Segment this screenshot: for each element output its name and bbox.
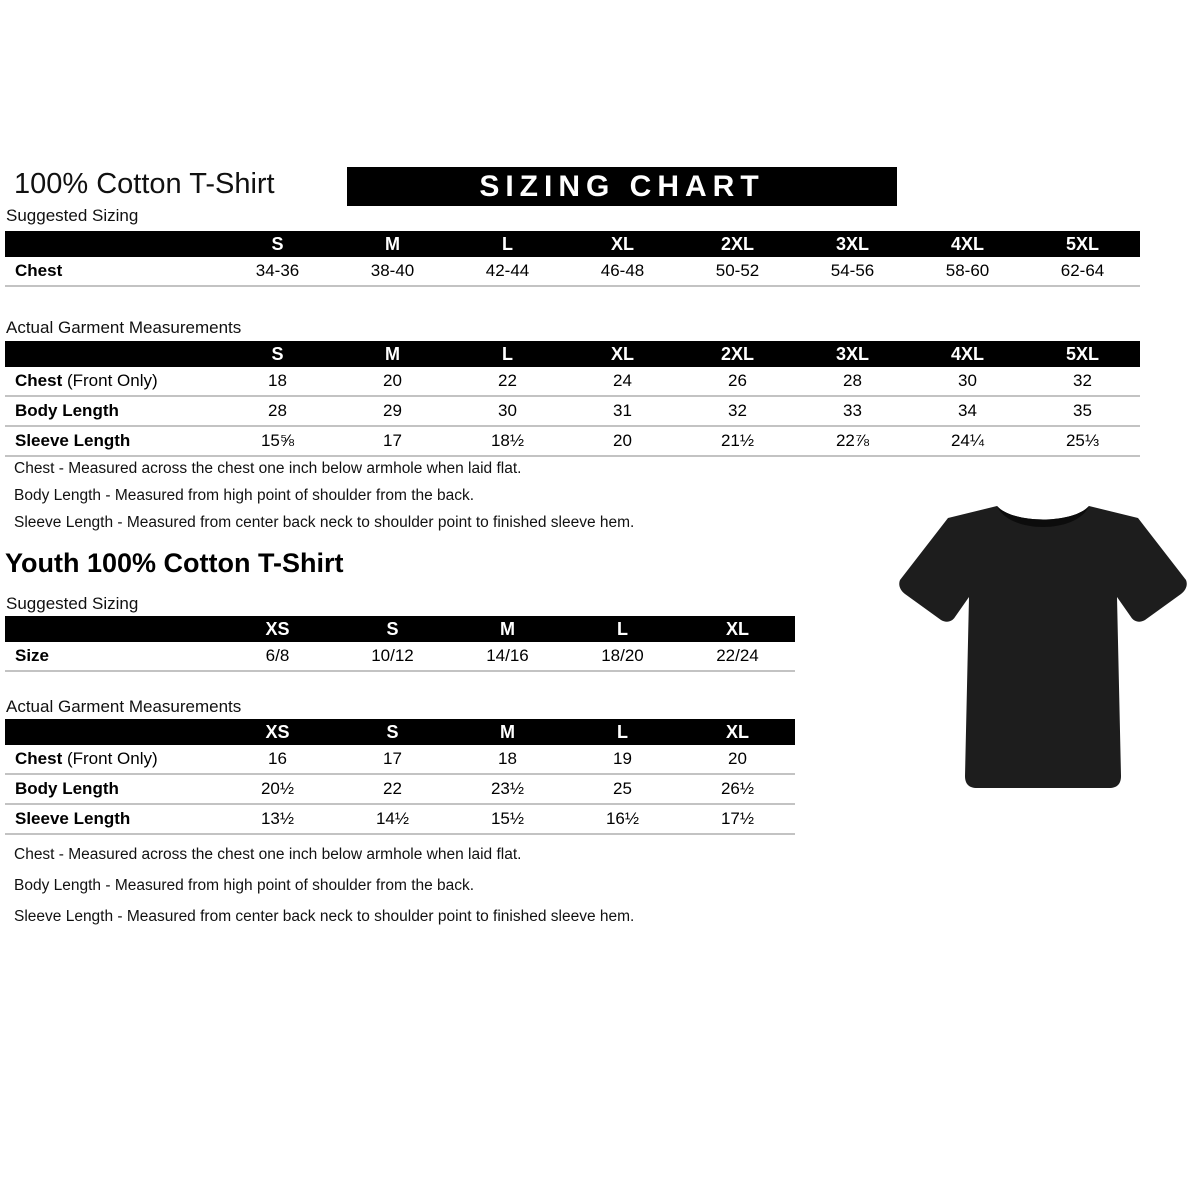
size-column-header: XS — [265, 721, 290, 742]
size-column-header: S — [386, 721, 399, 742]
table-row — [5, 805, 795, 835]
tshirt-image — [893, 478, 1193, 818]
size-column-header: L — [502, 233, 513, 254]
size-column-header: XL — [725, 618, 749, 639]
youth-actual-heading: Actual Garment Measurements — [6, 697, 242, 716]
measurement-cell: 22 — [498, 371, 517, 390]
size-column-header: L — [617, 721, 628, 742]
size-column-header: S — [386, 618, 399, 639]
measurement-cell: 33 — [843, 401, 862, 420]
measurement-cell: 18/20 — [601, 646, 644, 665]
measurement-cell: 16½ — [605, 809, 640, 828]
measurement-cell: 17½ — [720, 809, 755, 828]
note-chest: Chest - Measured across the chest one inch below armhole when laid flat. — [14, 460, 522, 477]
measurement-cell: 31 — [613, 401, 632, 420]
measurement-cell: 32 — [1073, 371, 1092, 390]
measurement-cell: 16 — [268, 749, 287, 768]
adult-suggested-table — [5, 231, 1140, 287]
table-row — [5, 642, 795, 672]
measurement-cell: 29 — [383, 401, 402, 420]
table-row — [5, 427, 1140, 457]
measurement-cell: 54-56 — [830, 261, 875, 280]
youth-notes — [14, 846, 634, 939]
row-label: Body Length — [15, 779, 119, 798]
measurement-cell: 46-48 — [600, 261, 645, 280]
measurement-cell: 6/8 — [265, 646, 290, 665]
measurement-cell: 30 — [498, 401, 517, 420]
measurement-cell: 21½ — [720, 431, 755, 450]
measurement-cell: 25 — [613, 779, 632, 798]
measurement-cell: 26½ — [720, 779, 755, 798]
table-row — [5, 745, 795, 775]
table-row — [5, 397, 1140, 427]
measurement-cell: 34-36 — [255, 261, 300, 280]
measurement-cell: 26 — [728, 371, 747, 390]
size-column-header: 3XL — [835, 233, 869, 254]
measurement-cell: 15½ — [490, 809, 525, 828]
size-column-header: 5XL — [1065, 343, 1099, 364]
size-header-row — [5, 341, 1140, 367]
measurement-cell: 22 — [383, 779, 402, 798]
page-title: 100% Cotton T-Shirt — [14, 168, 275, 200]
measurement-cell: 14/16 — [486, 646, 529, 665]
size-column-header: L — [502, 343, 513, 364]
row-label: Sleeve Length — [15, 431, 131, 450]
measurement-cell: 35 — [1073, 401, 1092, 420]
youth-suggested-table — [5, 616, 795, 672]
size-column-header: M — [385, 233, 400, 254]
measurement-cell: 14½ — [375, 809, 410, 828]
row-label: Sleeve Length — [15, 809, 131, 828]
size-header-row — [5, 231, 1140, 257]
measurement-cell: 17 — [383, 431, 402, 450]
adult-actual-table — [5, 341, 1140, 457]
size-column-header: S — [271, 343, 284, 364]
measurement-cell: 18½ — [490, 431, 525, 450]
size-column-header: XL — [725, 721, 749, 742]
row-label: Chest — [15, 261, 63, 280]
measurement-cell: 20 — [728, 749, 747, 768]
table-row — [5, 367, 1140, 397]
note-sleeve-length: Sleeve Length - Measured from center back neck to shoulder point to finished sleeve hem. — [14, 514, 635, 531]
measurement-cell: 17 — [383, 749, 402, 768]
measurement-cell: 20 — [613, 431, 632, 450]
size-column-header: XL — [610, 233, 634, 254]
measurement-cell: 15⅝ — [260, 431, 295, 450]
size-column-header: 4XL — [950, 233, 984, 254]
size-column-header: M — [500, 721, 515, 742]
measurement-cell: 58-60 — [945, 261, 990, 280]
note-body-length: Body Length - Measured from high point of shoulder from the back. — [14, 487, 475, 504]
measurement-cell: 50-52 — [715, 261, 760, 280]
measurement-cell: 20 — [383, 371, 402, 390]
size-column-header: M — [500, 618, 515, 639]
measurement-cell: 24 — [613, 371, 632, 390]
size-column-header: M — [385, 343, 400, 364]
size-column-header: 2XL — [720, 343, 754, 364]
row-label: Chest (Front Only) — [15, 749, 158, 768]
youth-suggested-heading: Suggested Sizing — [6, 594, 139, 613]
size-column-header: XL — [610, 343, 634, 364]
measurement-cell: 22/24 — [716, 646, 759, 665]
measurement-cell: 24¼ — [950, 431, 985, 450]
sizing-chart-banner: SIZING CHART — [347, 167, 897, 206]
tshirt-graphic — [893, 478, 1193, 818]
size-column-header: L — [617, 618, 628, 639]
measurement-cell: 42-44 — [485, 261, 530, 280]
measurement-cell: 23½ — [490, 779, 525, 798]
measurement-cell: 32 — [728, 401, 747, 420]
adult-actual-heading: Actual Garment Measurements — [6, 318, 242, 337]
size-column-header: 4XL — [950, 343, 984, 364]
size-column-header: S — [271, 233, 284, 254]
size-column-header: 3XL — [835, 343, 869, 364]
measurement-cell: 34 — [958, 401, 977, 420]
row-label: Body Length — [15, 401, 119, 420]
table-row — [5, 257, 1140, 287]
note-sleeve-length: Sleeve Length - Measured from center back neck to shoulder point to finished sleeve hem. — [14, 908, 635, 925]
youth-title: Youth 100% Cotton T-Shirt — [5, 548, 344, 578]
measurement-cell: 18 — [268, 371, 287, 390]
measurement-cell: 25⅓ — [1065, 431, 1100, 450]
size-column-header: XS — [265, 618, 290, 639]
measurement-cell: 20½ — [260, 779, 295, 798]
tshirt-body-shape — [899, 506, 1187, 788]
table-row — [5, 775, 795, 805]
note-chest: Chest - Measured across the chest one inch below armhole when laid flat. — [14, 846, 522, 863]
youth-actual-table — [5, 719, 795, 835]
measurement-cell: 28 — [843, 371, 862, 390]
size-column-header: 2XL — [720, 233, 754, 254]
size-header-row — [5, 616, 795, 642]
measurement-cell: 19 — [613, 749, 632, 768]
adult-notes — [14, 460, 634, 541]
measurement-cell: 22⅞ — [835, 431, 870, 450]
row-label: Chest (Front Only) — [15, 371, 158, 390]
measurement-cell: 18 — [498, 749, 517, 768]
size-header-row — [5, 719, 795, 745]
measurement-cell: 28 — [268, 401, 287, 420]
note-body-length: Body Length - Measured from high point of shoulder from the back. — [14, 877, 475, 894]
size-column-header: 5XL — [1065, 233, 1099, 254]
measurement-cell: 62-64 — [1060, 261, 1105, 280]
measurement-cell: 10/12 — [371, 646, 414, 665]
measurement-cell: 30 — [958, 371, 977, 390]
measurement-cell: 38-40 — [370, 261, 415, 280]
row-label: Size — [15, 646, 50, 665]
measurement-cell: 13½ — [260, 809, 295, 828]
adult-suggested-heading: Suggested Sizing — [6, 206, 139, 225]
